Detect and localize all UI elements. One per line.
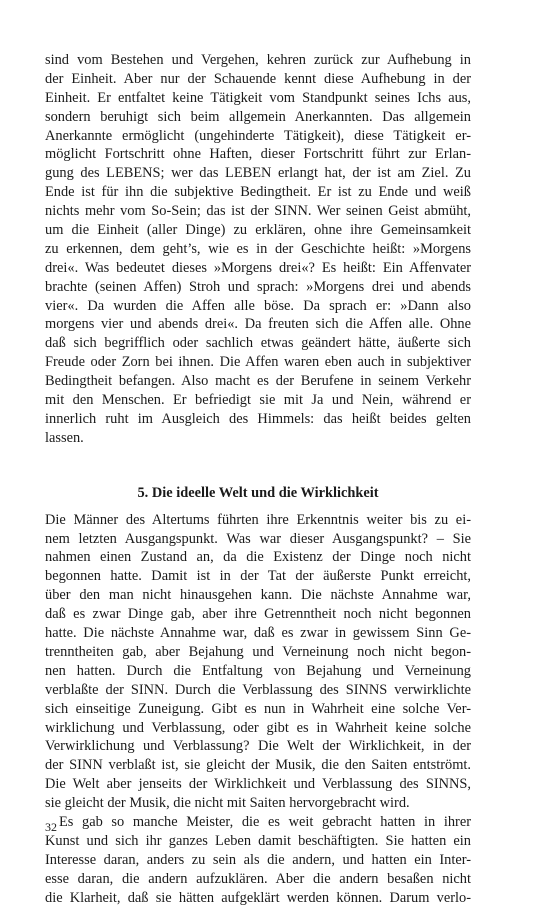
- text-line: Einheit. Er entfaltet keine Tätigkeit vom Standpunkt seines Ichs aus,: [45, 89, 471, 106]
- text-line: Interesse daran, anders zu sein als die andern, und hatten ein Inter-: [45, 851, 471, 868]
- text-line: mit den Menschen. Er befriedigt sie mit Ja und Nein, während er: [45, 392, 471, 409]
- text-line: begonnen hatte. Damit ist in der Tat der äußerste Punkt erreicht,: [45, 568, 471, 585]
- text-line: die Klarheit, daß sie hätten aufgeklärt werden können. Darum verlo-: [45, 889, 471, 906]
- text-line: trenntheiten gab, aber Bejahung und Verneinung noch nicht begon-: [45, 643, 471, 660]
- text-line: brachte (seinen Affen) Stroh und sprach: »Morgens drei und abends: [45, 278, 471, 295]
- text-line: Kunst und sich ihr ganzes Leben damit beschäftigten. Sie hatten ein: [45, 832, 471, 849]
- text-line: sind vom Bestehen und Vergehen, kehren zurück zur Aufhebung in: [45, 52, 471, 68]
- text-line: wirklichung und Verblassung, oder gibt es in Wahrheit keine solche: [45, 719, 471, 736]
- text-line: innerlich ruht im Ausgleich des Himmels: das heißt beides gelten: [45, 410, 471, 427]
- text-line: Es gab so manche Meister, die es weit gebracht hatten in ihrer: [59, 813, 471, 830]
- text-line: vier«. Da wurden die Affen alle böse. Da sprach er: »Dann also: [45, 297, 471, 314]
- text-line: nen hatten. Durch die Entfaltung von Bejahung und Verneinung: [45, 662, 471, 679]
- text-line: über den man nicht hinausgehen kann. Die nächste Annahme war,: [45, 587, 471, 604]
- text-line: drei«. Was bedeutet dieses »Morgens drei«? Es heißt: Ein Affenvater: [45, 259, 471, 276]
- text-line: daß sich begrifflich oder sachlich etwas geändert hätte, äußerte sich: [45, 335, 471, 352]
- text-line: Anerkannte ermöglicht (ungehinderte Tätigkeit), diese Tätigkeit er-: [45, 127, 471, 144]
- text-line: Bedingtheit befangen. Also macht es der Berufene in seinem Verkehr: [45, 373, 471, 390]
- text-line: Ende ist für ihn die subjektive Bedingtheit. Er ist zu Ende und weiß: [45, 184, 471, 201]
- paragraph-3: [45, 813, 471, 907]
- text-line: Die Welt aber jenseits der Wirklichkeit und Verblassung des SINNS,: [45, 776, 471, 793]
- text-line: Freude oder Zorn bei ihnen. Die Affen waren eben auch in subjektiver: [45, 354, 471, 371]
- text-line: verblaßte der SINN. Durch die Verblassung des SINNS verwirklichte: [45, 681, 471, 698]
- text-line: Die Männer des Altertums führten ihre Erkenntnis weiter bis zu ei-: [45, 511, 471, 528]
- paragraph-1: [45, 51, 471, 448]
- text-line: zu erkennen, dem geht’s, wie es in der Geschichte heißt: »Morgens: [45, 240, 471, 257]
- page-number: 32: [45, 820, 57, 834]
- paragraph-2: [45, 511, 471, 813]
- text-line: lassen.: [45, 429, 84, 446]
- text-line: hatte. Die nächste Annahme war, daß es zwar in gewissem Sinn Ge-: [45, 625, 471, 642]
- text-line: um die Einheit (aller Dinge) zu erklären, ohne ihre Gemeinsamkeit: [45, 222, 471, 239]
- text-line: gung des LEBENS; wer das LEBEN erlangt hat, der ist am Ziel. Zu: [45, 165, 471, 182]
- text-line: Verwirklichung und Verblassung? Die Welt der Wirklichkeit, in der: [45, 738, 471, 755]
- page-body: [45, 51, 471, 907]
- text-line: der SINN verblaßt ist, sie gleicht der Musik, die den Saiten entströmt.: [45, 757, 471, 774]
- text-line: nahmen einen Zustand an, da die Existenz der Dinge noch nicht: [45, 549, 471, 566]
- text-line: nichts mehr vom So-Sein; das ist der SINN. Wer seinen Geist abmüht,: [45, 203, 471, 220]
- text-line: möglicht Fortschritt ohne Haften, dieser Fortschritt führt zur Erlan-: [45, 146, 471, 163]
- text-line: nem letzten Ausgangspunkt. Was war dieser Ausgangspunkt? – Sie: [45, 530, 471, 547]
- section-heading: 5. Die ideelle Welt und die Wirklichkeit: [137, 484, 379, 501]
- text-line: esse daran, die andern aufzuklären. Aber die andern besaßen nicht: [45, 870, 471, 887]
- text-line: morgens vier und abends drei«. Da freuten sich die Affen alle. Ohne: [45, 316, 471, 333]
- text-line: daß es zwar Dinge gab, aber ihre Getrenntheit noch nicht begonnen: [45, 606, 471, 623]
- text-line: sie gleicht der Musik, die nicht mit Saiten hervorgebracht wird.: [45, 795, 410, 812]
- text-line: sondern beruhigt sich beim allgemein Anerkannten. Das allgemein: [45, 108, 471, 125]
- text-line: sich einseitige Zuneigung. Gibt es nun in Wahrheit eine solche Ver-: [45, 700, 471, 717]
- text-line: der Einheit. Aber nur der Schauende kennt diese Aufhebung in der: [45, 70, 471, 87]
